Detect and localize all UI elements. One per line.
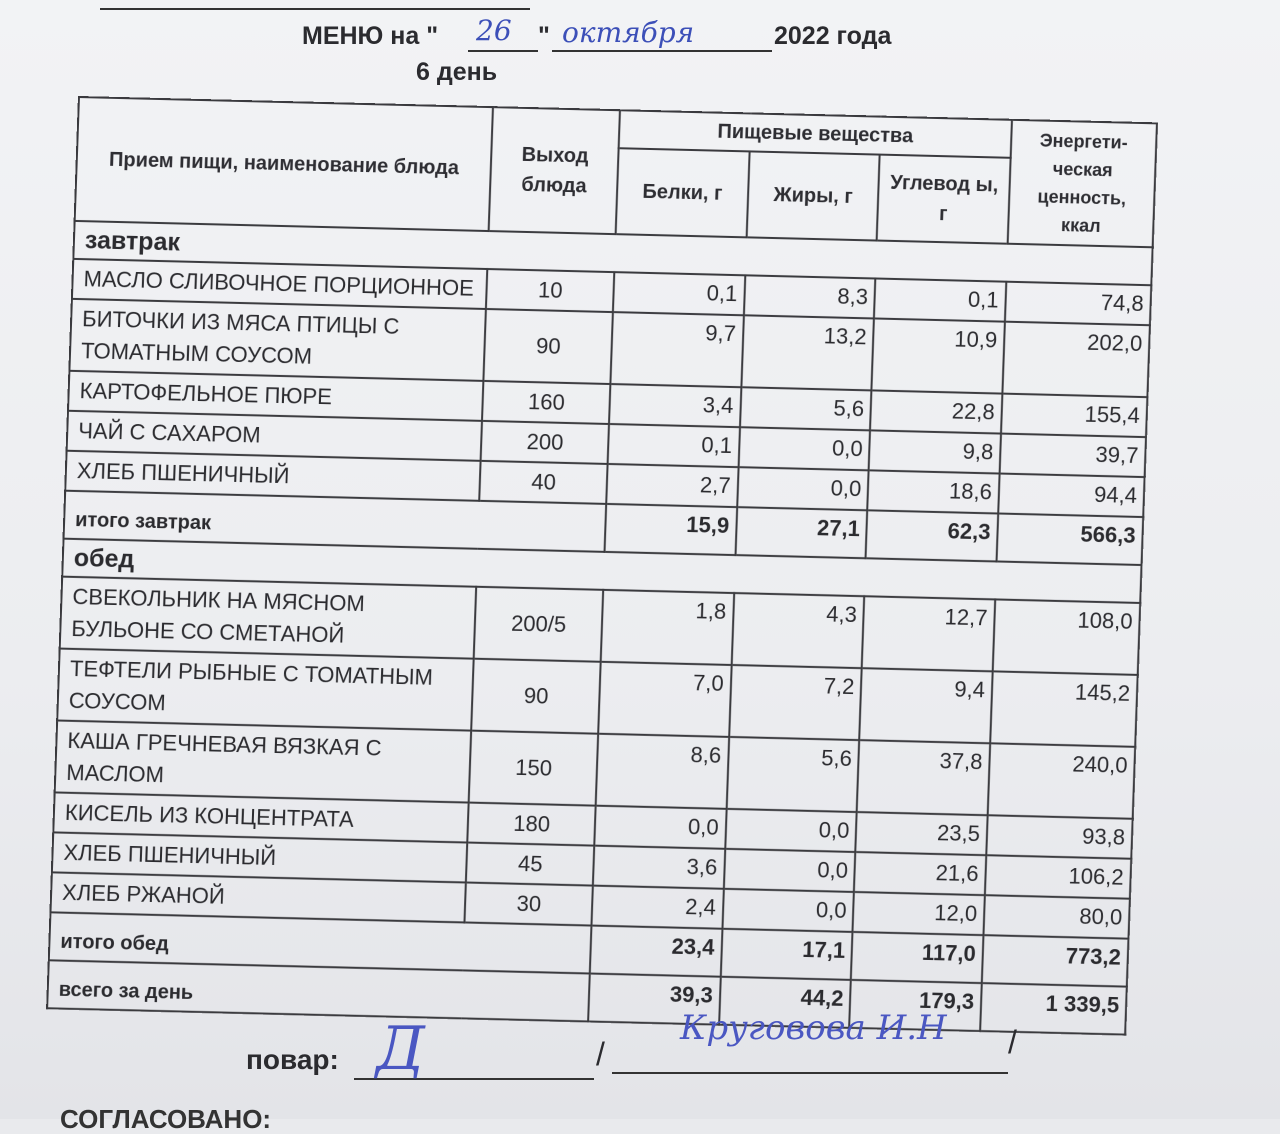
dish-yield: 180 [468, 803, 596, 846]
breakfast-total-carbs: 62,3 [866, 510, 998, 561]
dish-protein: 0,1 [613, 272, 745, 315]
dish-yield: 160 [482, 381, 610, 424]
dish-fat: 5,6 [740, 387, 872, 430]
dish-energy: 94,4 [998, 474, 1144, 518]
dish-energy: 240,0 [988, 743, 1136, 818]
dish-name: ХЛЕБ ПШЕНИЧНЫЙ [65, 451, 481, 501]
dish-protein: 9,7 [610, 312, 743, 387]
signature-footer [0, 1008, 1280, 1134]
dish-protein: 2,4 [591, 886, 723, 929]
signature-mark: Д [376, 1014, 425, 1084]
col-fat-header: Жиры, г [746, 151, 880, 240]
dish-fat: 5,6 [726, 737, 859, 812]
dish-energy: 93,8 [986, 815, 1132, 859]
dish-protein: 8,6 [596, 734, 729, 809]
col-dish-header: Прием пищи, наименование блюда [75, 97, 494, 231]
month-underline [552, 50, 772, 52]
dish-carbs: 37,8 [857, 740, 990, 815]
dish-carbs: 22,8 [870, 390, 1002, 433]
dish-name: МАСЛО СЛИВОЧНОЕ ПОРЦИОННОЕ [72, 259, 488, 309]
separator-slash: / [596, 1036, 605, 1072]
header-row [78, 97, 1157, 161]
dish-yield: 30 [465, 882, 593, 925]
cook-name-handwritten: Круговова И.Н [680, 1008, 947, 1048]
dish-fat: 4,3 [731, 593, 864, 668]
dish-protein: 2,7 [606, 464, 738, 507]
lunch-total-carbs: 117,0 [851, 932, 983, 983]
dish-protein: 3,4 [609, 384, 741, 427]
dish-yield: 45 [466, 843, 594, 886]
dish-energy: 202,0 [1002, 322, 1150, 397]
approval-label-cutoff: СОГЛАСОВАНО: [60, 1104, 272, 1134]
title-prefix: МЕНЮ на " [302, 22, 439, 50]
day-total-carbs: 179,3 [849, 980, 981, 1031]
handwritten-day: 26 [476, 14, 512, 47]
breakfast-total-label: итого завтрак [64, 491, 607, 552]
dish-energy: 39,7 [1000, 434, 1146, 478]
col-energy-header: Энергети-ческая ценность, ккал [1008, 120, 1157, 247]
col-yield-header: Выход блюда [489, 107, 620, 234]
dish-fat: 0,0 [738, 427, 870, 470]
dish-name: КАША ГРЕЧНЕВАЯ ВЯЗКАЯ С МАСЛОМ [55, 720, 472, 802]
title-suffix: 2022 года [774, 22, 892, 50]
dish-fat: 0,0 [724, 849, 856, 892]
dish-protein: 0,0 [594, 806, 726, 849]
menu-table [46, 96, 1158, 1036]
lunch-total-energy: 773,2 [982, 935, 1129, 987]
breakfast-total-fat: 27,1 [735, 507, 867, 558]
dish-name: КАРТОФЕЛЬНОЕ ПЮРЕ [68, 371, 484, 421]
dish-fat: 7,2 [729, 665, 862, 740]
dish-fat: 13,2 [741, 315, 874, 390]
dish-carbs: 9,4 [860, 668, 993, 743]
dish-name: БИТОЧКИ ИЗ МЯСА ПТИЦЫ С ТОМАТНЫМ СОУСОМ [69, 299, 486, 381]
lunch-total-protein: 23,4 [590, 926, 722, 977]
col-protein-header: Белки, г [616, 148, 750, 237]
dish-carbs: 21,6 [854, 852, 986, 895]
dish-fat: 0,0 [737, 467, 869, 510]
name-line [612, 1072, 1008, 1074]
day-underline [468, 50, 538, 52]
lunch-total-label: итого обед [49, 912, 592, 973]
cook-label: повар: [246, 1044, 339, 1075]
menu-title [300, 14, 960, 58]
dish-carbs: 9,8 [869, 430, 1001, 473]
dish-energy: 106,2 [985, 855, 1131, 899]
dish-protein: 3,6 [593, 846, 725, 889]
dish-protein: 0,1 [608, 424, 740, 467]
dish-yield: 40 [480, 461, 608, 504]
lunch-total-fat: 17,1 [720, 929, 852, 980]
breakfast-total-protein: 15,9 [605, 504, 737, 555]
dish-energy: 155,4 [1001, 394, 1147, 438]
title-quote: " [538, 22, 550, 50]
dish-protein: 7,0 [598, 662, 731, 737]
dish-fat: 0,0 [722, 889, 854, 932]
separator-slash-end: / [1008, 1024, 1017, 1060]
dish-carbs: 12,7 [862, 596, 995, 671]
day-total-fat: 44,2 [719, 977, 851, 1028]
menu-table-wrapper [46, 96, 1158, 1036]
dish-name: ЧАЙ С САХАРОМ [67, 411, 483, 461]
day-label: 6 день [416, 58, 498, 86]
col-nutrients-header: Пищевые вещества [619, 110, 1012, 158]
dish-yield: 150 [469, 731, 598, 806]
dish-energy: 145,2 [990, 671, 1138, 746]
dish-yield: 90 [472, 659, 601, 734]
dish-carbs: 10,9 [872, 318, 1005, 393]
dish-energy: 80,0 [983, 895, 1129, 939]
dish-name: ХЛЕБ ПШЕНИЧНЫЙ [52, 832, 468, 882]
dish-carbs: 12,0 [853, 892, 985, 935]
dish-name: КИСЕЛЬ ИЗ КОНЦЕНТРАТА [53, 792, 469, 842]
dish-carbs: 0,1 [874, 278, 1006, 321]
dish-fat: 0,0 [725, 809, 857, 852]
dish-protein: 1,8 [601, 590, 734, 665]
day-total-protein: 39,3 [588, 974, 720, 1025]
dish-fat: 8,3 [744, 275, 876, 318]
section-label: завтрак [73, 221, 1152, 285]
dish-yield: 200/5 [474, 587, 603, 662]
dish-carbs: 23,5 [856, 812, 988, 855]
dish-energy: 74,8 [1005, 282, 1151, 326]
col-carbs-header: Углевод ы, г [877, 155, 1011, 244]
dish-name: ХЛЕБ РЖАНОЙ [50, 872, 466, 922]
dish-carbs: 18,6 [868, 470, 1000, 513]
day-total-energy: 1 339,5 [980, 983, 1127, 1035]
handwritten-month: октября [562, 16, 695, 49]
dish-name: ТЕФТЕЛИ РЫБНЫЕ С ТОМАТНЫМ СОУСОМ [57, 649, 474, 731]
section-label: обед [62, 539, 1141, 603]
breakfast-total-energy: 566,3 [997, 513, 1144, 565]
day-total-label: всего за день [47, 960, 590, 1021]
dish-yield: 200 [481, 421, 609, 464]
dish-name: СВЕКОЛЬНИК НА МЯСНОМ БУЛЬОНЕ СО СМЕТАНОЙ [60, 577, 477, 659]
dish-yield: 10 [486, 269, 614, 312]
dish-energy: 108,0 [993, 599, 1141, 674]
top-rule [100, 8, 530, 10]
dish-yield: 90 [484, 309, 613, 384]
